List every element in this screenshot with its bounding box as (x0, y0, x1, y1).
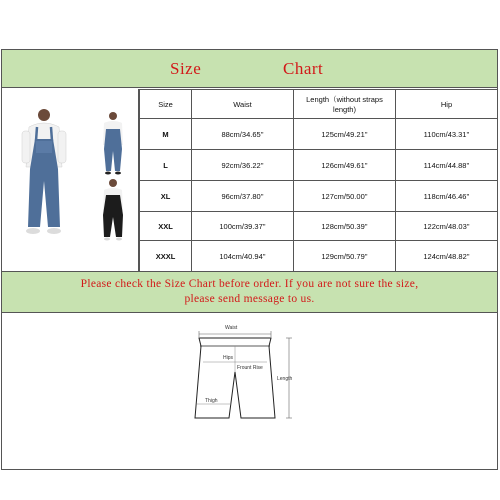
cell-length: 128cm/50.39'' (294, 212, 396, 241)
table-row (140, 212, 498, 241)
size-chart-title-bar (2, 50, 497, 88)
table-row (140, 241, 498, 272)
cell-size: M (140, 119, 192, 150)
small-model-black (103, 179, 123, 241)
label-length: Length (277, 376, 293, 382)
notice-line-2: please send message to us. (184, 293, 315, 305)
product-photos (2, 89, 139, 271)
cell-waist: 100cm/39.37'' (192, 212, 294, 241)
cell-waist: 92cm/36.22'' (192, 150, 294, 181)
cell-size: XXL (140, 212, 192, 241)
cell-length: 126cm/49.61'' (294, 150, 396, 181)
label-thigh: Thigh (205, 398, 218, 404)
cell-hip: 110cm/43.31'' (396, 119, 498, 150)
cell-length: 127cm/50.00'' (294, 181, 396, 212)
cell-length: 125cm/49.21'' (294, 119, 396, 150)
large-model-denim (22, 109, 66, 234)
cell-waist: 96cm/37.80'' (192, 181, 294, 212)
cell-length: 129cm/50.79'' (294, 241, 396, 272)
cell-size: XXXL (140, 241, 192, 272)
cell-waist: 88cm/34.65'' (192, 119, 294, 150)
table-row (140, 150, 498, 181)
label-front-rise: Frount Rise (237, 365, 263, 371)
measurement-diagram (185, 320, 305, 460)
notice-line-1: Please check the Size Chart before order. If you are not sure the size, (80, 278, 419, 290)
table-header-row (140, 90, 498, 119)
header-hip: Hip (396, 90, 498, 119)
title-size: Size (170, 59, 202, 78)
header-waist: Waist (192, 90, 294, 119)
table-row (140, 119, 498, 150)
size-table (139, 89, 498, 272)
cell-hip: 114cm/44.88'' (396, 150, 498, 181)
overalls-photo-illustration (2, 89, 139, 271)
small-model-denim (103, 112, 123, 175)
cell-hip: 122cm/48.03'' (396, 212, 498, 241)
title-chart: Chart (283, 59, 324, 78)
table-row (140, 181, 498, 212)
shorts-outline (185, 320, 305, 460)
cell-hip: 124cm/48.82'' (396, 241, 498, 272)
label-waist: Waist (225, 325, 238, 331)
header-length: Length（without straps length) (294, 90, 396, 119)
header-size: Size (140, 90, 192, 119)
cell-hip: 118cm/46.46'' (396, 181, 498, 212)
cell-size: XL (140, 181, 192, 212)
cell-waist: 104cm/40.94'' (192, 241, 294, 272)
notice-banner (2, 271, 497, 313)
cell-size: L (140, 150, 192, 181)
label-hips: Hips (223, 355, 234, 361)
